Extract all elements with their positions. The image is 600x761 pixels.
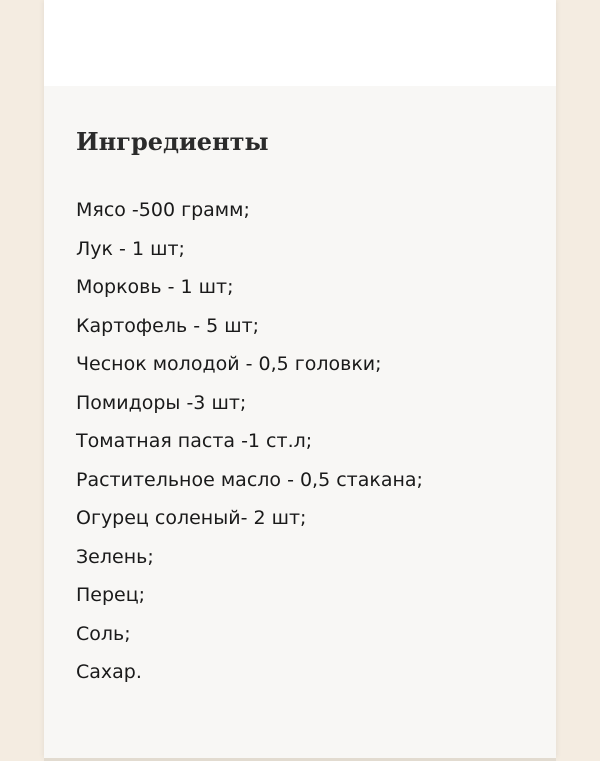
ingredient-item: Лук - 1 шт; [76, 237, 185, 260]
ingredient-item: Сахар. [76, 661, 142, 683]
ingredient-item: Огурец соленый- 2 шт; [76, 507, 307, 529]
ingredients-list [76, 192, 423, 693]
ingredient-item: Картофель - 5 шт; [76, 314, 260, 337]
ingredients-title: Ингредиенты [76, 127, 269, 156]
ingredients-section [44, 86, 556, 758]
content-column [44, 0, 556, 758]
ingredient-item: Растительное масло - 0,5 стакана; [76, 468, 423, 491]
ingredient-item: Мясо -500 грамм; [76, 199, 250, 221]
ingredient-item: Зелень; [76, 545, 154, 568]
ingredient-item: Чеснок молодой - 0,5 головки; [76, 353, 382, 375]
ingredient-item: Помидоры -3 шт; [76, 391, 247, 414]
ingredient-item: Томатная паста -1 ст.л; [76, 430, 313, 452]
ingredient-item: Соль; [76, 622, 131, 645]
ingredient-item: Перец; [76, 584, 146, 606]
image-area-blank [44, 0, 556, 86]
ingredient-item: Морковь - 1 шт; [76, 276, 234, 298]
